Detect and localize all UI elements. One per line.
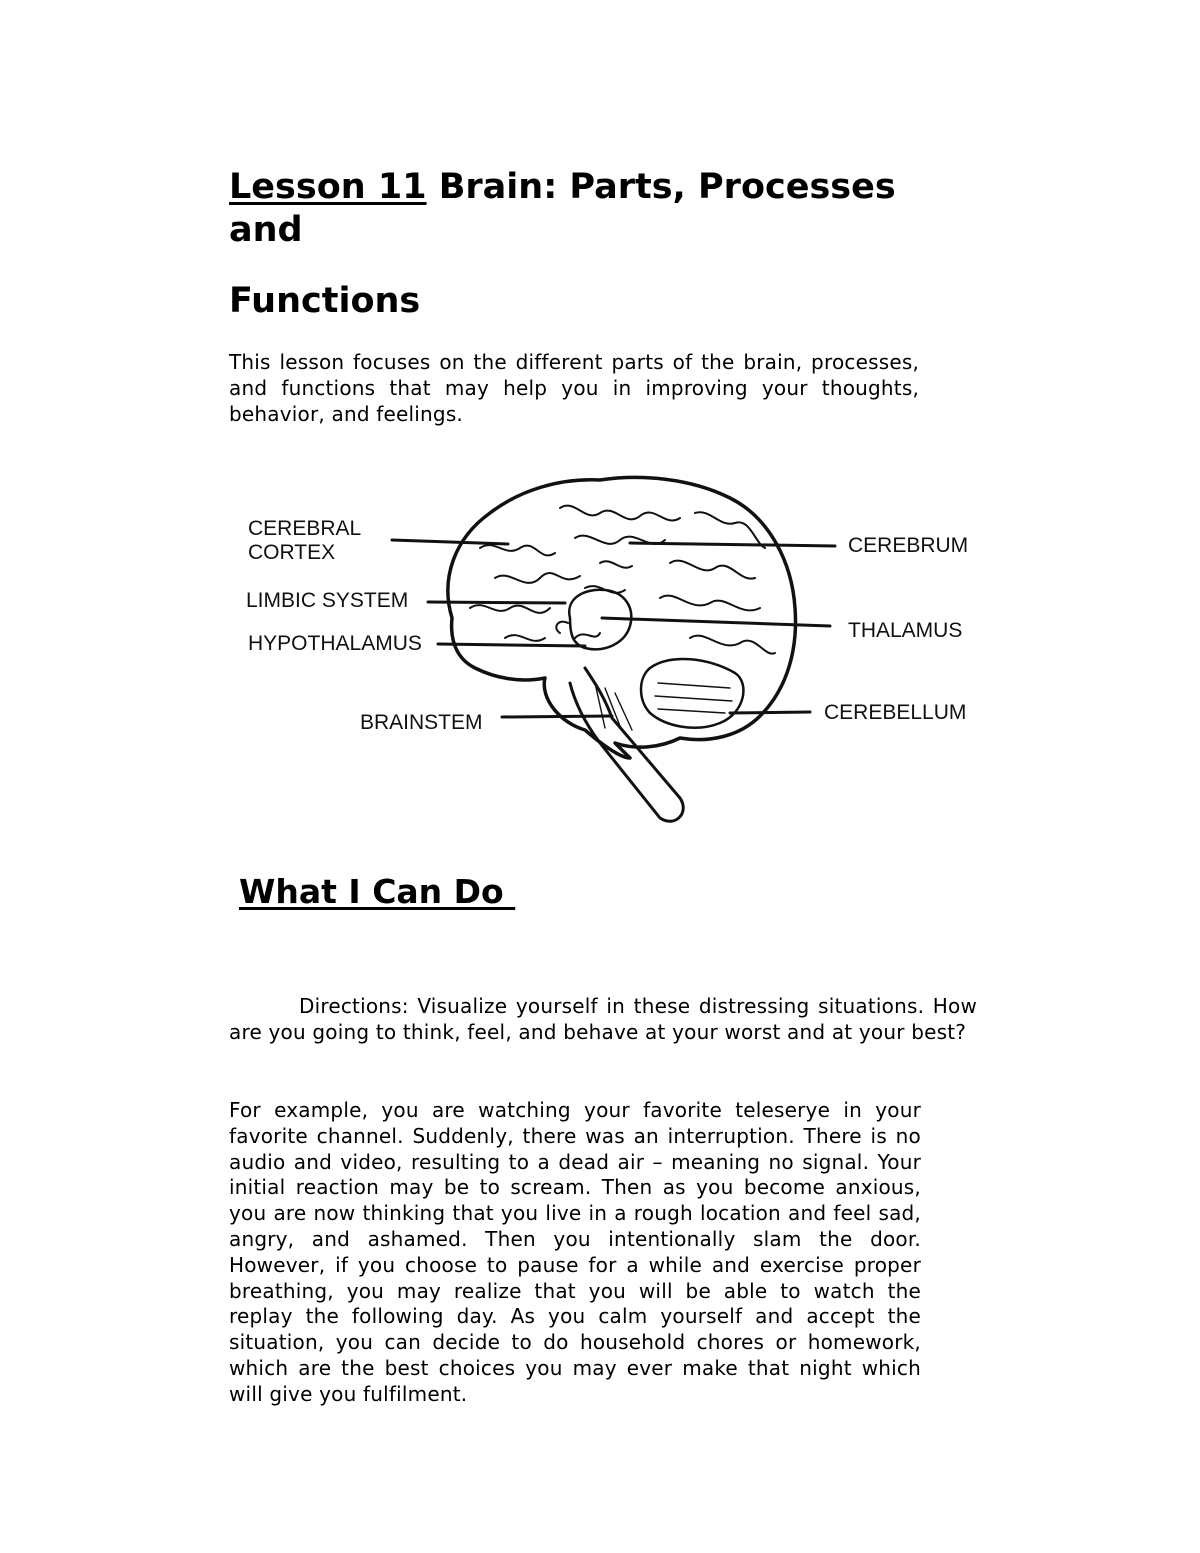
lesson-title (229, 166, 949, 252)
label-limbic-system: LIMBIC SYSTEM (246, 589, 409, 612)
brain-diagram (240, 468, 980, 833)
label-cerebral-cortex-line1: CEREBRAL (248, 517, 362, 540)
directions-paragraph: Directions: Visualize yourself in these distressing situations. How are you going to think, feel, and behave at your worst and at your best? (229, 994, 977, 1044)
label-cerebral-cortex-line2: CORTEX (248, 541, 336, 564)
label-thalamus: THALAMUS (848, 619, 963, 642)
intro-paragraph: This lesson focuses on the different parts of the brain, processes, and functions that may help you in improving your thoughts, behavior, and feelings. (229, 350, 919, 426)
example-paragraph: For example, you are watching your favorite teleserye in your favorite channel. Suddenly, there was an interruption. There is no audio and video, resulting to a dead air – meaning no signal. Your initial reaction may be to scream. Then as you become anxious, you are now thinking that you live in a rough location and feel sad, angry, and ashamed. Then you intentionally slam the door. However, if you choose to pause for a while and exercise proper breathing, you may realize that you will be able to watch the replay the following day. As you calm yourself and accept the situation, you can decide to do household chores or homework, which are the best choices you may ever make that night which will give you fulfilment. (229, 1098, 921, 1406)
label-brainstem: BRAINSTEM (360, 711, 483, 734)
label-cerebrum: CEREBRUM (848, 534, 969, 557)
label-cerebellum: CEREBELLUM (824, 701, 967, 724)
lesson-number: Lesson 11 (229, 167, 427, 207)
lesson-title-text: Brain: Parts, Processes and (229, 167, 896, 250)
what-i-can-do-heading: What I Can Do (239, 872, 516, 911)
label-hypothalamus: HYPOTHALAMUS (248, 632, 422, 655)
lesson-subtitle: Functions (229, 281, 421, 321)
